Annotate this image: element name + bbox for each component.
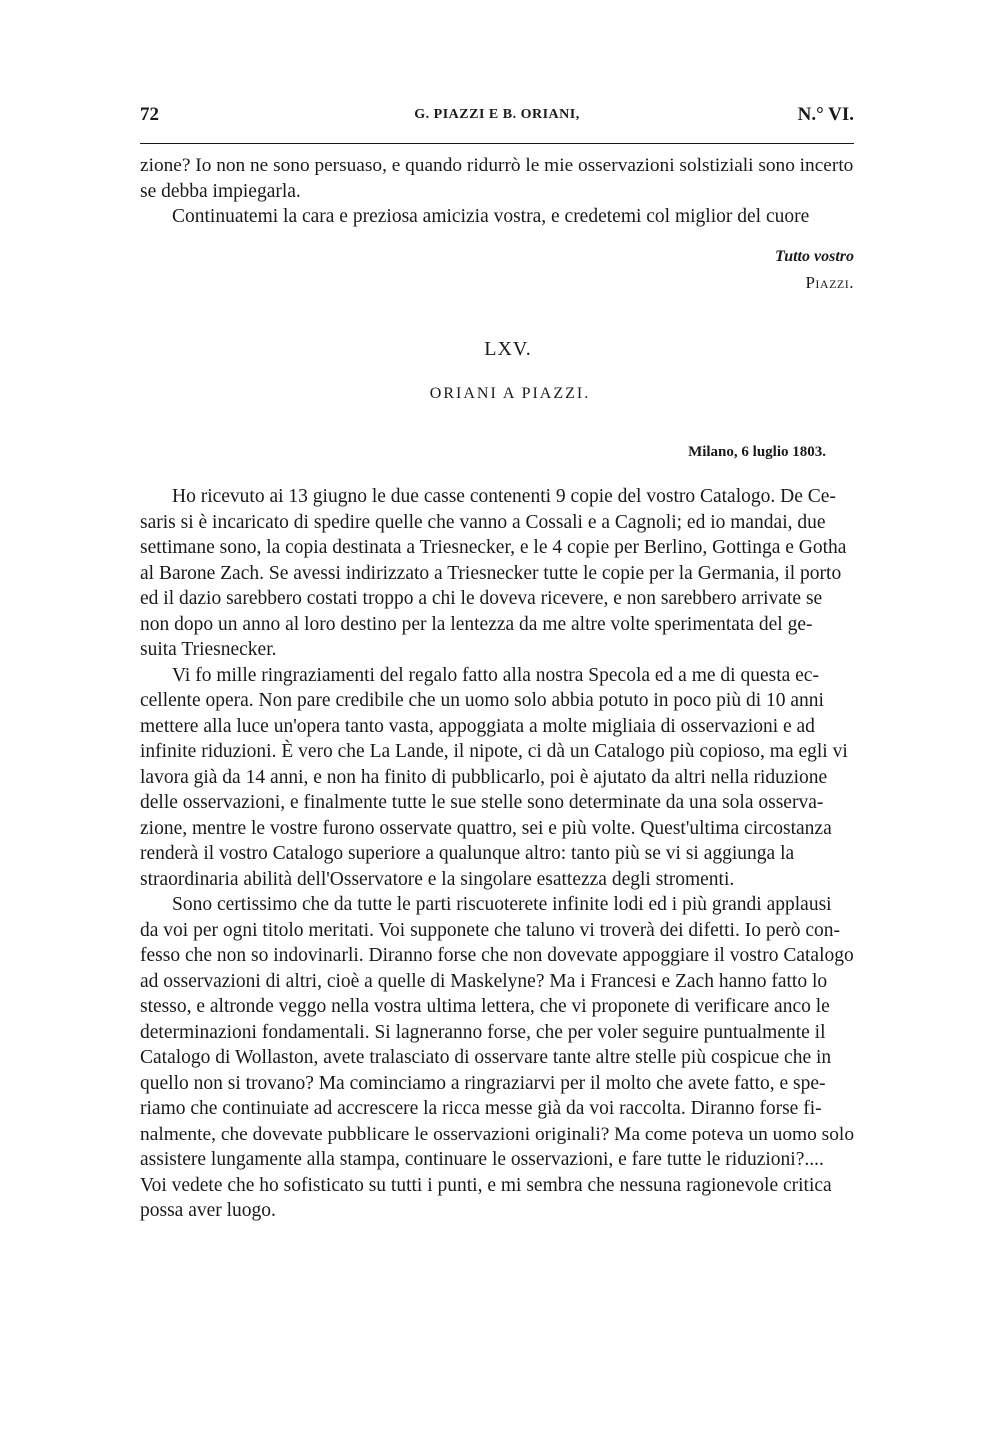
text-line: quello non si trovano? Ma cominciamo a ringraziarvi per il molto che avete fatto, e spe-: [140, 1072, 826, 1094]
text-line: delle osservazioni, e finalmente tutte le sue stelle sono determinate da una sola osserva-: [140, 792, 824, 813]
text-line: possa aver luogo.: [140, 1200, 276, 1221]
paragraph: [140, 663, 854, 893]
text-line: cellente opera. Non pare credibile che un uomo solo abbia potuto in poco più di 10 anni: [140, 690, 824, 711]
text-line: zione, mentre le vostre furono osservate quattro, sei e più volte. Quest'ultima circostanza: [140, 817, 832, 839]
letter-number: LXV.: [484, 338, 532, 360]
letter-body: [140, 484, 854, 1224]
text-line: non dopo un anno al loro destino per la lentezza da me altre volte sperimentata del ge-: [140, 613, 813, 635]
text-line: Sono certissimo che da tutte le parti riscuoterete infinite lodi ed i più grandi applausi: [172, 894, 832, 915]
text-line: riamo che continuiate ad accrescere la ricca messe già da voi raccolta. Diranno forse fi-: [140, 1098, 822, 1119]
text-line: lavora già da 14 anni, e non ha finito di pubblicarlo, poi è ajutato da altri nella riduzione: [140, 766, 828, 788]
text-line: fesso che non so indovinarli. Diranno forse che non dovevate appoggiare il vostro Catalogo: [140, 945, 854, 966]
text-line: Ho ricevuto ai 13 giugno le due casse contenenti 9 copie del vostro Catalogo. De Ce-: [172, 486, 836, 507]
letter-heading: ORIANI A PIAZZI.: [429, 385, 591, 402]
text-line: renderà il vostro Catalogo superiore a qualunque altro: tanto più se vi si aggiunga la: [140, 843, 795, 864]
page-number: 72: [140, 104, 159, 125]
text-line: nalmente, che dovevate pubblicare le osservazioni originali? Ma come poteva un uomo solo: [140, 1123, 855, 1145]
text-line: Catalogo di Wollaston, avete tralasciato di osservare tante altre stelle più cospicue che in: [140, 1047, 832, 1068]
section-number: N.° VI.: [797, 104, 854, 125]
continuation-text: [140, 153, 854, 230]
text-line: determinazioni fondamentali. Si lagneranno forse, che per voler seguire puntualmente il: [140, 1021, 826, 1043]
text-line: assistere lungamente alla stampa, continuare le osservazioni, e fare tutte le riduzioni?....: [140, 1149, 824, 1170]
text-line: al Barone Zach. Se avessi indirizzato a Triesnecker tutte le copie per la Germania, il porto: [140, 562, 842, 584]
text-line: stesso, e altronde veggo nella vostra ultima lettera, che vi proponete di verificare anco le: [140, 996, 830, 1017]
paragraph: [140, 484, 854, 663]
running-title: G. PIAZZI E B. ORIANI,: [414, 107, 580, 122]
text-line: straordinaria abilità dell'Osservatore e la singolare esattezza degli stromenti.: [140, 868, 735, 890]
letter-dateline: Milano, 6 luglio 1803.: [688, 444, 826, 460]
text-line: ed il dazio sarebbero costati troppo a chi le doveva ricevere, e non sarebbero arrivate se: [140, 588, 823, 609]
text-line: Vi fo mille ringraziamenti del regalo fatto alla nostra Specola ed a me di questa ec-: [172, 664, 819, 686]
signature-closing: Tutto vostro: [775, 248, 854, 265]
text-line: se debba impiegarla.: [140, 180, 301, 202]
text-line: zione? Io non ne sono persuaso, e quando ridurrò le mie osservazioni solstiziali sono incerto: [140, 155, 854, 176]
text-line: Voi vedete che ho sofisticato su tutti i punti, e mi sembra che nessuna ragionevole critica: [140, 1174, 832, 1196]
text-line: Continuatemi la cara e preziosa amicizia vostra, e credetemi col miglior del cuore: [172, 206, 810, 227]
text-line: settimane sono, la copia destinata a Triesnecker, e le 4 copie per Berlino, Gottinga e Gotha: [140, 537, 847, 558]
signature-name: Piazzi.: [805, 273, 854, 292]
paragraph: [140, 892, 854, 1224]
text-line: saris si è incaricato di spedire quelle che vanno a Cossali e a Cagnoli; ed io mandai, due: [140, 511, 826, 533]
text-line: mettere alla luce un'opera tanto vasta, appoggiata a molte migliaia di osservazioni e ad: [140, 715, 815, 737]
text-line: da voi per ogni titolo meritati. Voi supponete che taluno vi troverà dei difetti. Io però con-: [140, 919, 841, 941]
text-line: ad osservazioni di altri, cioè a quelle di Maskelyne? Ma i Francesi e Zach hanno fatto lo: [140, 970, 828, 992]
text-line: suita Triesnecker.: [140, 639, 277, 660]
header-rule: [140, 143, 854, 144]
page-header: [140, 104, 854, 132]
text-line: infinite riduzioni. È vero che La Lande, il nipote, ci dà un Catalogo più copioso, ma egli vi: [140, 741, 848, 762]
